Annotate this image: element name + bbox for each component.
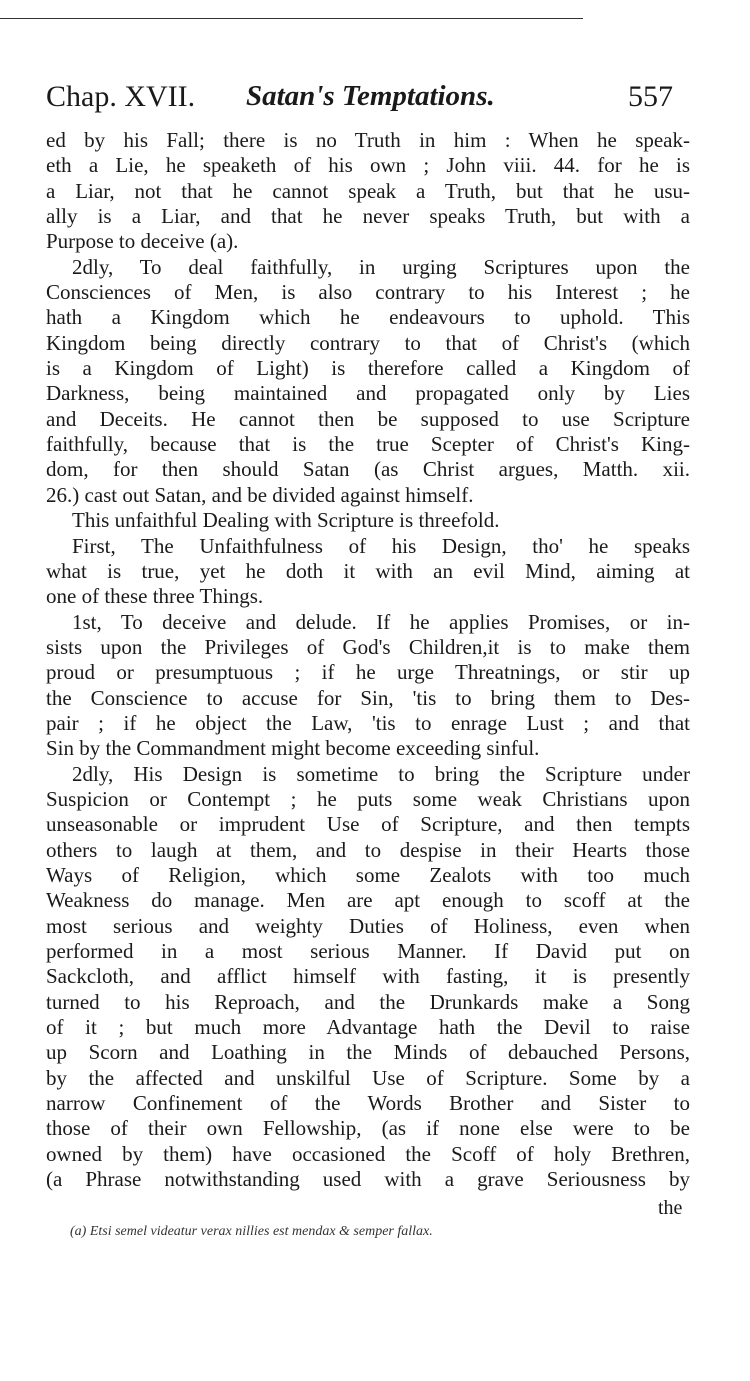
text-line: performed in a most serious Manner. If David put on xyxy=(46,939,690,963)
text-line: unseasonable or imprudent Use of Scripture, and then tempts xyxy=(46,812,690,837)
text-line: one of these three Things. xyxy=(46,584,264,609)
running-header xyxy=(46,80,686,124)
top-rule xyxy=(0,18,583,19)
text-line: Consciences of Men, is also contrary to his Interest ; he xyxy=(46,280,690,305)
text-line: This unfaithful Dealing with Scripture is threefold. xyxy=(72,508,500,533)
running-title: Satan's Temptations. xyxy=(246,80,495,112)
text-line: the Conscience to accuse for Sin, 'tis to bring them to Des- xyxy=(46,685,690,710)
text-line: narrow Confinement of the Words Brother and Sister to xyxy=(46,1091,690,1116)
text-line: of it ; but much more Advantage hath the Devil to raise xyxy=(46,1015,690,1040)
text-line: Sackcloth, and afflict himself with fasting, it is presently xyxy=(46,964,690,989)
text-line: 2dly, To deal faithfully, in urging Scriptures upon the xyxy=(72,254,690,279)
text-line: (a Phrase notwithstanding used with a grave Seriousness by xyxy=(46,1167,690,1192)
text-line: Suspicion or Contempt ; he puts some weak Christians upon xyxy=(46,786,690,811)
text-line: faithfully, because that is the true Scepter of Christ's King- xyxy=(46,432,690,457)
text-line: turned to his Reproach, and the Drunkards make a Song xyxy=(46,989,690,1014)
text-line: what is true, yet he doth it with an evil Mind, aiming at xyxy=(46,558,690,583)
text-line: Kingdom being directly contrary to that of Christ's (which xyxy=(46,330,690,355)
text-line: 1st, To deceive and delude. If he applies Promises, or in- xyxy=(72,609,690,634)
text-line: eth a Lie, he speaketh of his own ; John viii. 44. for he is xyxy=(46,153,690,178)
text-line: most serious and weighty Duties of Holiness, even when xyxy=(46,913,690,938)
footnote: (a) Etsi semel videatur verax nillies est mendax & semper fallax. xyxy=(70,1224,433,1239)
text-line: others to laugh at them, and to despise in their Hearts those xyxy=(46,837,690,862)
catchword: the xyxy=(658,1197,683,1219)
text-line: Ways of Religion, which some Zealots with too much xyxy=(46,862,690,887)
text-line: is a Kingdom of Light) is therefore called a Kingdom of xyxy=(46,356,690,381)
text-line: ed by his Fall; there is no Truth in him : When he speak- xyxy=(46,128,690,152)
text-line: Purpose to deceive (a). xyxy=(46,229,239,254)
text-line: 26.) cast out Satan, and be divided against himself. xyxy=(46,482,474,507)
text-line: hath a Kingdom which he endeavours to uphold. This xyxy=(46,305,690,330)
text-line: Sin by the Commandment might become exceeding sinful. xyxy=(46,736,540,761)
text-line: sists upon the Privileges of God's Children,it is to make them xyxy=(46,634,690,659)
text-line: Weakness do manage. Men are apt enough to scoff at the xyxy=(46,888,690,913)
body-text xyxy=(46,128,690,1192)
text-line: up Scorn and Loathing in the Minds of debauched Persons, xyxy=(46,1040,690,1065)
text-line: Darkness, being maintained and propagated only by Lies xyxy=(46,381,690,406)
text-line: and Deceits. He cannot then be supposed to use Scripture xyxy=(46,406,690,431)
text-line: dom, for then should Satan (as Christ argues, Matth. xii. xyxy=(46,457,690,482)
text-line: 2dly, His Design is sometime to bring the Scripture under xyxy=(72,761,690,786)
text-line: by the affected and unskilful Use of Scripture. Some by a xyxy=(46,1065,690,1090)
text-line: those of their own Fellowship, (as if none else were to be xyxy=(46,1116,690,1141)
text-line: ally is a Liar, and that he never speaks Truth, but with a xyxy=(46,204,690,229)
text-line: proud or presumptuous ; if he urge Threatnings, or stir up xyxy=(46,660,690,685)
page-number: 557 xyxy=(628,80,673,113)
chapter-label: Chap. XVII. xyxy=(46,80,196,113)
text-line: a Liar, not that he cannot speak a Truth, but that he usu- xyxy=(46,178,690,203)
text-line: pair ; if he object the Law, 'tis to enrage Lust ; and that xyxy=(46,710,690,735)
text-line: First, The Unfaithfulness of his Design, tho' he speaks xyxy=(72,533,690,558)
text-line: owned by them) have occasioned the Scoff of holy Brethren, xyxy=(46,1141,690,1166)
